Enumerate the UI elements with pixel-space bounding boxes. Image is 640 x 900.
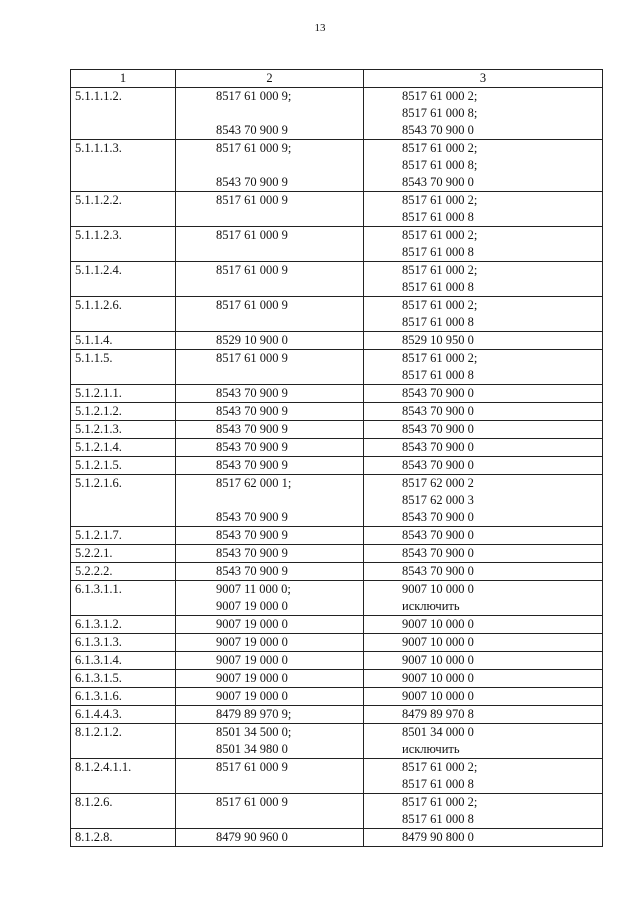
item-number: 5.1.1.2.6. bbox=[75, 298, 122, 312]
table-row bbox=[71, 634, 603, 652]
new-code-line: 8543 70 900 0 bbox=[402, 528, 474, 542]
new-code-line: исключить bbox=[402, 599, 460, 613]
old-code-line: 8517 61 000 9 bbox=[216, 795, 288, 809]
old-code-cell bbox=[176, 385, 364, 403]
old-code-cell bbox=[176, 652, 364, 670]
item-number: 8.1.2.8. bbox=[75, 830, 113, 844]
table-row bbox=[71, 794, 603, 829]
old-code-line: 8479 89 970 9; bbox=[216, 707, 292, 721]
new-code-line: 8517 61 000 2; bbox=[402, 760, 478, 774]
new-code-cell bbox=[364, 475, 603, 527]
new-code-line: 8517 61 000 8; bbox=[402, 106, 478, 120]
item-number: 5.1.2.1.6. bbox=[75, 476, 122, 490]
old-code-cell bbox=[176, 688, 364, 706]
table-row bbox=[71, 616, 603, 634]
item-number: 6.1.3.1.5. bbox=[75, 671, 122, 685]
old-code-cell bbox=[176, 227, 364, 262]
old-code-cell bbox=[176, 140, 364, 192]
old-code-cell bbox=[176, 724, 364, 759]
new-code-line: 8543 70 900 0 bbox=[402, 440, 474, 454]
old-code-cell bbox=[176, 297, 364, 332]
table-body bbox=[71, 88, 603, 847]
table-row bbox=[71, 706, 603, 724]
table-row bbox=[71, 581, 603, 616]
old-code-line: 9007 11 000 0; bbox=[216, 582, 291, 596]
new-code-cell bbox=[364, 140, 603, 192]
old-code-line: 8543 70 900 9 bbox=[216, 440, 288, 454]
item-number: 5.1.1.2.3. bbox=[75, 228, 122, 242]
old-code-cell bbox=[176, 192, 364, 227]
page-number: 13 bbox=[314, 22, 326, 34]
table-row bbox=[71, 545, 603, 563]
item-number-cell bbox=[71, 829, 176, 847]
table-row bbox=[71, 385, 603, 403]
table-header-row bbox=[71, 70, 603, 88]
new-code-line: 8517 61 000 2; bbox=[402, 89, 478, 103]
column-header-1: 1 bbox=[71, 70, 176, 88]
item-number-cell bbox=[71, 403, 176, 421]
item-number-cell bbox=[71, 545, 176, 563]
new-code-cell bbox=[364, 385, 603, 403]
item-number-cell bbox=[71, 421, 176, 439]
item-number: 6.1.3.1.3. bbox=[75, 635, 122, 649]
item-number-cell bbox=[71, 563, 176, 581]
old-code-cell bbox=[176, 706, 364, 724]
old-code-line: 9007 19 000 0 bbox=[216, 653, 288, 667]
new-code-line: 8543 70 900 0 bbox=[402, 386, 474, 400]
old-code-line: 8517 61 000 9 bbox=[216, 298, 288, 312]
new-code-line: 8517 61 000 2; bbox=[402, 351, 478, 365]
table-row bbox=[71, 192, 603, 227]
new-code-line: 9007 10 000 0 bbox=[402, 635, 474, 649]
item-number-cell bbox=[71, 88, 176, 140]
new-code-line: 8543 70 900 0 bbox=[402, 404, 474, 418]
old-code-line: 8479 90 960 0 bbox=[216, 830, 288, 844]
old-code-cell bbox=[176, 563, 364, 581]
new-code-cell bbox=[364, 439, 603, 457]
old-code-cell bbox=[176, 332, 364, 350]
new-code-cell bbox=[364, 724, 603, 759]
new-code-line: 8529 10 950 0 bbox=[402, 333, 474, 347]
new-code-line: 9007 10 000 0 bbox=[402, 671, 474, 685]
item-number-cell bbox=[71, 634, 176, 652]
new-code-line: 8543 70 900 0 bbox=[402, 458, 474, 472]
new-code-line: 8517 61 000 8 bbox=[402, 777, 474, 791]
codes-table bbox=[70, 69, 603, 847]
item-number: 5.1.2.1.3. bbox=[75, 422, 122, 436]
old-code-cell bbox=[176, 794, 364, 829]
old-code-line: 8543 70 900 9 bbox=[216, 123, 288, 137]
new-code-line: 8543 70 900 0 bbox=[402, 422, 474, 436]
old-code-cell bbox=[176, 670, 364, 688]
old-code-line: 8517 61 000 9; bbox=[216, 89, 292, 103]
item-number: 5.2.2.1. bbox=[75, 546, 113, 560]
new-code-cell bbox=[364, 634, 603, 652]
item-number-cell bbox=[71, 332, 176, 350]
old-code-line: 8517 61 000 9 bbox=[216, 263, 288, 277]
old-code-line: 8501 34 980 0 bbox=[216, 742, 288, 756]
item-number: 5.1.1.5. bbox=[75, 351, 113, 365]
item-number-cell bbox=[71, 706, 176, 724]
old-code-cell bbox=[176, 759, 364, 794]
item-number: 6.1.3.1.4. bbox=[75, 653, 122, 667]
item-number-cell bbox=[71, 724, 176, 759]
new-code-line: 8543 70 900 0 bbox=[402, 175, 474, 189]
item-number-cell bbox=[71, 192, 176, 227]
old-code-line: 8543 70 900 9 bbox=[216, 386, 288, 400]
item-number-cell bbox=[71, 227, 176, 262]
item-number: 6.1.3.1.2. bbox=[75, 617, 122, 631]
new-code-cell bbox=[364, 706, 603, 724]
new-code-cell bbox=[364, 829, 603, 847]
old-code-line bbox=[216, 105, 363, 122]
new-code-cell bbox=[364, 616, 603, 634]
new-code-line: 8517 61 000 2; bbox=[402, 193, 478, 207]
old-code-cell bbox=[176, 634, 364, 652]
new-code-cell bbox=[364, 403, 603, 421]
table-row bbox=[71, 262, 603, 297]
old-code-line: 8517 62 000 1; bbox=[216, 476, 292, 490]
item-number: 5.1.2.1.1. bbox=[75, 386, 122, 400]
item-number-cell bbox=[71, 385, 176, 403]
item-number-cell bbox=[71, 140, 176, 192]
old-code-line: 8517 61 000 9 bbox=[216, 228, 288, 242]
old-code-cell bbox=[176, 421, 364, 439]
new-code-line: исключить bbox=[402, 742, 460, 756]
item-number: 6.1.3.1.6. bbox=[75, 689, 122, 703]
item-number: 5.1.1.2.4. bbox=[75, 263, 122, 277]
new-code-line: 8543 70 900 0 bbox=[402, 123, 474, 137]
item-number-cell bbox=[71, 652, 176, 670]
item-number-cell bbox=[71, 475, 176, 527]
old-code-line: 8543 70 900 9 bbox=[216, 510, 288, 524]
new-code-line: 8517 61 000 2; bbox=[402, 263, 478, 277]
item-number: 8.1.2.1.2. bbox=[75, 725, 122, 739]
old-code-cell bbox=[176, 475, 364, 527]
old-code-line: 8517 61 000 9 bbox=[216, 351, 288, 365]
item-number: 5.1.1.1.3. bbox=[75, 141, 122, 155]
old-code-cell bbox=[176, 545, 364, 563]
table-row bbox=[71, 688, 603, 706]
old-code-line: 8543 70 900 9 bbox=[216, 564, 288, 578]
old-code-cell bbox=[176, 350, 364, 385]
table-row bbox=[71, 527, 603, 545]
new-code-line: 8517 61 000 2; bbox=[402, 795, 478, 809]
new-code-cell bbox=[364, 527, 603, 545]
new-code-cell bbox=[364, 88, 603, 140]
item-number-cell bbox=[71, 670, 176, 688]
old-code-line: 8543 70 900 9 bbox=[216, 175, 288, 189]
item-number: 5.1.2.1.2. bbox=[75, 404, 122, 418]
item-number-cell bbox=[71, 581, 176, 616]
item-number-cell bbox=[71, 688, 176, 706]
item-number-cell bbox=[71, 350, 176, 385]
item-number: 6.1.4.4.3. bbox=[75, 707, 122, 721]
new-code-cell bbox=[364, 688, 603, 706]
new-code-line: 8517 62 000 3 bbox=[402, 493, 474, 507]
new-code-line: 9007 10 000 0 bbox=[402, 653, 474, 667]
old-code-line: 8517 61 000 9; bbox=[216, 141, 292, 155]
old-code-line: 9007 19 000 0 bbox=[216, 671, 288, 685]
new-code-line: 9007 10 000 0 bbox=[402, 582, 474, 596]
old-code-line bbox=[216, 157, 363, 174]
new-code-line: 8517 61 000 2; bbox=[402, 298, 478, 312]
old-code-cell bbox=[176, 457, 364, 475]
table-row bbox=[71, 88, 603, 140]
old-code-line: 8543 70 900 9 bbox=[216, 422, 288, 436]
old-code-line: 8517 61 000 9 bbox=[216, 193, 288, 207]
item-number: 5.1.1.2.2. bbox=[75, 193, 122, 207]
item-number: 5.1.1.1.2. bbox=[75, 89, 122, 103]
old-code-line: 8529 10 900 0 bbox=[216, 333, 288, 347]
old-code-line: 8543 70 900 9 bbox=[216, 404, 288, 418]
item-number: 5.1.2.1.7. bbox=[75, 528, 122, 542]
new-code-cell bbox=[364, 192, 603, 227]
table-row bbox=[71, 297, 603, 332]
new-code-cell bbox=[364, 759, 603, 794]
new-code-line: 8543 70 900 0 bbox=[402, 510, 474, 524]
old-code-line bbox=[216, 492, 363, 509]
item-number-cell bbox=[71, 794, 176, 829]
table-row bbox=[71, 724, 603, 759]
new-code-cell bbox=[364, 652, 603, 670]
new-code-line: 8517 61 000 8 bbox=[402, 812, 474, 826]
table-row bbox=[71, 439, 603, 457]
new-code-cell bbox=[364, 421, 603, 439]
item-number: 8.1.2.4.1.1. bbox=[75, 760, 132, 774]
table-row bbox=[71, 403, 603, 421]
item-number-cell bbox=[71, 616, 176, 634]
new-code-cell bbox=[364, 581, 603, 616]
table-row bbox=[71, 421, 603, 439]
new-code-line: 8543 70 900 0 bbox=[402, 546, 474, 560]
item-number: 5.1.2.1.4. bbox=[75, 440, 122, 454]
old-code-line: 8517 61 000 9 bbox=[216, 760, 288, 774]
table-row bbox=[71, 475, 603, 527]
new-code-line: 8479 89 970 8 bbox=[402, 707, 474, 721]
new-code-cell bbox=[364, 350, 603, 385]
table-row bbox=[71, 350, 603, 385]
old-code-line: 9007 19 000 0 bbox=[216, 617, 288, 631]
item-number: 6.1.3.1.1. bbox=[75, 582, 122, 596]
new-code-line: 9007 10 000 0 bbox=[402, 689, 474, 703]
new-code-cell bbox=[364, 670, 603, 688]
new-code-line: 8517 62 000 2 bbox=[402, 476, 474, 490]
new-code-line: 8517 61 000 8 bbox=[402, 245, 474, 259]
table-row bbox=[71, 332, 603, 350]
item-number-cell bbox=[71, 262, 176, 297]
new-code-line: 8517 61 000 2; bbox=[402, 141, 478, 155]
old-code-cell bbox=[176, 829, 364, 847]
item-number: 8.1.2.6. bbox=[75, 795, 113, 809]
old-code-line: 8501 34 500 0; bbox=[216, 725, 292, 739]
new-code-line: 8543 70 900 0 bbox=[402, 564, 474, 578]
column-header-3: 3 bbox=[364, 70, 603, 88]
old-code-cell bbox=[176, 581, 364, 616]
table-row bbox=[71, 140, 603, 192]
item-number-cell bbox=[71, 297, 176, 332]
new-code-line: 8479 90 800 0 bbox=[402, 830, 474, 844]
old-code-cell bbox=[176, 527, 364, 545]
old-code-line: 9007 19 000 0 bbox=[216, 635, 288, 649]
old-code-cell bbox=[176, 439, 364, 457]
new-code-cell bbox=[364, 457, 603, 475]
item-number: 5.1.1.4. bbox=[75, 333, 113, 347]
old-code-line: 8543 70 900 9 bbox=[216, 528, 288, 542]
new-code-cell bbox=[364, 262, 603, 297]
old-code-cell bbox=[176, 262, 364, 297]
new-code-cell bbox=[364, 332, 603, 350]
new-code-cell bbox=[364, 794, 603, 829]
old-code-cell bbox=[176, 616, 364, 634]
old-code-line: 9007 19 000 0 bbox=[216, 599, 288, 613]
table-row bbox=[71, 227, 603, 262]
new-code-line: 8517 61 000 8 bbox=[402, 368, 474, 382]
table-row bbox=[71, 829, 603, 847]
table-row bbox=[71, 670, 603, 688]
new-code-cell bbox=[364, 227, 603, 262]
table-row bbox=[71, 652, 603, 670]
item-number-cell bbox=[71, 439, 176, 457]
old-code-cell bbox=[176, 403, 364, 421]
new-code-line: 8517 61 000 8 bbox=[402, 210, 474, 224]
new-code-line: 8517 61 000 8 bbox=[402, 315, 474, 329]
item-number-cell bbox=[71, 527, 176, 545]
new-code-cell bbox=[364, 563, 603, 581]
item-number: 5.2.2.2. bbox=[75, 564, 113, 578]
old-code-line: 8543 70 900 9 bbox=[216, 458, 288, 472]
table-row bbox=[71, 759, 603, 794]
old-code-cell bbox=[176, 88, 364, 140]
old-code-line: 9007 19 000 0 bbox=[216, 689, 288, 703]
new-code-cell bbox=[364, 297, 603, 332]
new-code-line: 8517 61 000 8 bbox=[402, 280, 474, 294]
table-row bbox=[71, 457, 603, 475]
new-code-line: 8517 61 000 8; bbox=[402, 158, 478, 172]
column-header-2: 2 bbox=[176, 70, 364, 88]
new-code-cell bbox=[364, 545, 603, 563]
new-code-line: 8517 61 000 2; bbox=[402, 228, 478, 242]
item-number-cell bbox=[71, 457, 176, 475]
table-row bbox=[71, 563, 603, 581]
item-number: 5.1.2.1.5. bbox=[75, 458, 122, 472]
item-number-cell bbox=[71, 759, 176, 794]
new-code-line: 8501 34 000 0 bbox=[402, 725, 474, 739]
old-code-line: 8543 70 900 9 bbox=[216, 546, 288, 560]
new-code-line: 9007 10 000 0 bbox=[402, 617, 474, 631]
